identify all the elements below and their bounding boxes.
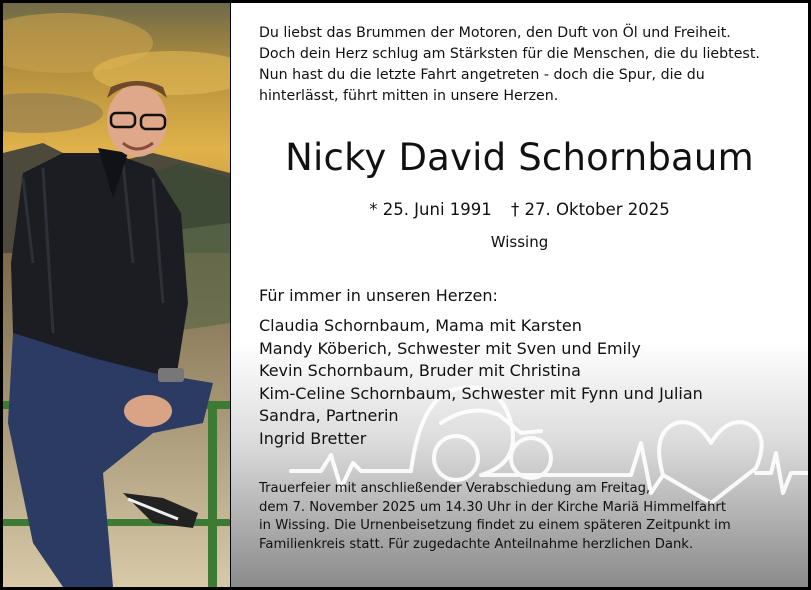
portrait-photo xyxy=(3,3,230,587)
hometown: Wissing xyxy=(490,233,549,251)
quote-line: hinterlässt, führt mitten in unsere Herzen. xyxy=(259,88,559,104)
list-item: Mandy Köberich, Schwester mit Sven und Emily xyxy=(259,338,641,358)
mourners-list xyxy=(259,315,703,451)
notice-line: Trauerfeier mit anschließender Verabschiedung am Freitag, xyxy=(259,481,651,496)
notice-line: Familienkreis statt. Für zugedachte Anteilnahme herzlichen Dank. xyxy=(259,536,694,552)
notice-line: in Wissing. Die Urnenbeisetzung findet zu einem späteren Zeitpunkt im xyxy=(259,518,731,533)
text-panel xyxy=(231,3,808,587)
mourners-heading: Für immer in unseren Herzen: xyxy=(259,286,498,305)
list-item: Claudia Schornbaum, Mama mit Karsten xyxy=(259,316,582,335)
quote-line: Du liebst das Brummen der Motoren, den Duft von Öl und Freiheit. xyxy=(259,25,731,41)
death-date: † 27. Oktober 2025 xyxy=(511,200,670,219)
birth-date: * 25. Juni 1991 xyxy=(369,200,492,219)
notice-line: dem 7. November 2025 um 14.30 Uhr in der Kirche Mariä Himmelfahrt xyxy=(259,499,727,515)
life-dates xyxy=(231,199,808,221)
list-item: Kim-Celine Schornbaum, Schwester mit Fynn und Julian xyxy=(259,383,703,403)
list-item: Sandra, Partnerin xyxy=(259,406,399,426)
funeral-notice xyxy=(259,480,799,554)
deceased-name: Nicky David Schornbaum xyxy=(285,136,754,179)
quote-line: Nun hast du die letzte Fahrt angetreten - doch die Spur, die du xyxy=(259,67,705,83)
quote-line: Doch dein Herz schlug am Stärksten für die Menschen, die du liebtest. xyxy=(259,46,760,62)
list-item: Ingrid Bretter xyxy=(259,428,367,448)
memorial-quote xyxy=(259,23,799,107)
list-item: Kevin Schornbaum, Bruder mit Christina xyxy=(259,361,581,381)
